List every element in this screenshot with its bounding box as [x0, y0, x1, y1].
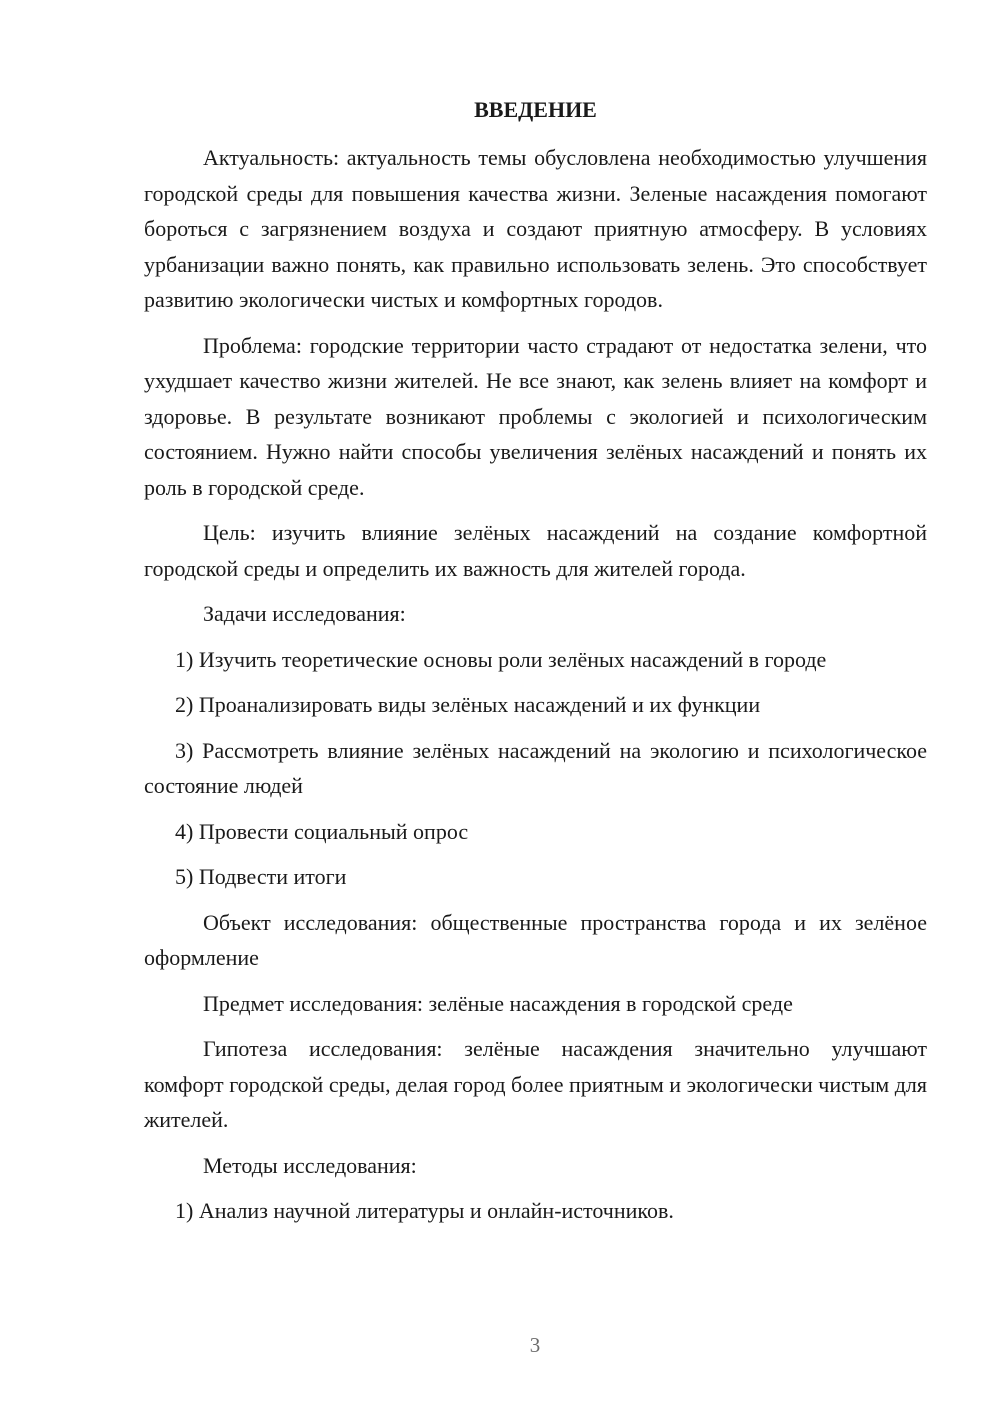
method-item: 1) Анализ научной литературы и онлайн-источников.	[175, 1198, 674, 1223]
tasks-heading: Задачи исследования:	[203, 601, 406, 626]
hypothesis-paragraph: Гипотеза исследования: зелёные насаждения значительно улучшают комфорт городской среды, делая город более приятным и экологически чистым для жителей.	[144, 1036, 927, 1132]
methods-heading: Методы исследования:	[203, 1152, 417, 1178]
task-item: 5) Подвести итоги	[175, 864, 347, 889]
task-item: 4) Провести социальный опрос	[175, 818, 469, 844]
object-paragraph: Объект исследования: общественные пространства города и их зелёное оформление	[144, 909, 927, 970]
task-item: 2) Проанализировать виды зелёных насаждений и их функции	[175, 692, 761, 717]
page-content	[144, 92, 927, 1239]
relevance-paragraph: Актуальность: актуальность темы обусловлена необходимостью улучшения городской среды для повышения качества жизни. Зеленые насаждения помогают бороться с загрязнением воздуха и создают приятную атмосферу. В условиях урбанизации важно понять, как правильно использовать зелень. Это способствует развитию экологически чистых и комфортных городов.	[144, 145, 927, 312]
page-number: 3	[529, 1333, 541, 1357]
subject-paragraph: Предмет исследования: зелёные насаждения в городской среде	[203, 990, 793, 1016]
task-item: 1) Изучить теоретические основы роли зелёных насаждений в городе	[175, 646, 827, 672]
problem-paragraph: Проблема: городские территории часто страдают от недостатка зелени, что ухудшает качество жизни жителей. Не все знают, как зелень влияет на комфорт и здоровье. В результате возникают проблемы с экологией и психологическим состоянием. Нужно найти способы увеличения зелёных насаждений и понять их роль в городской среде.	[144, 332, 927, 500]
section-heading: ВВЕДЕНИЕ	[474, 97, 597, 122]
task-item: 3) Рассмотреть влияние зелёных насаждений на экологию и психологическое состояние людей	[144, 737, 927, 798]
goal-paragraph: Цель: изучить влияние зелёных насаждений на создание комфортной городской среды и определить их важность для жителей города.	[144, 520, 927, 581]
